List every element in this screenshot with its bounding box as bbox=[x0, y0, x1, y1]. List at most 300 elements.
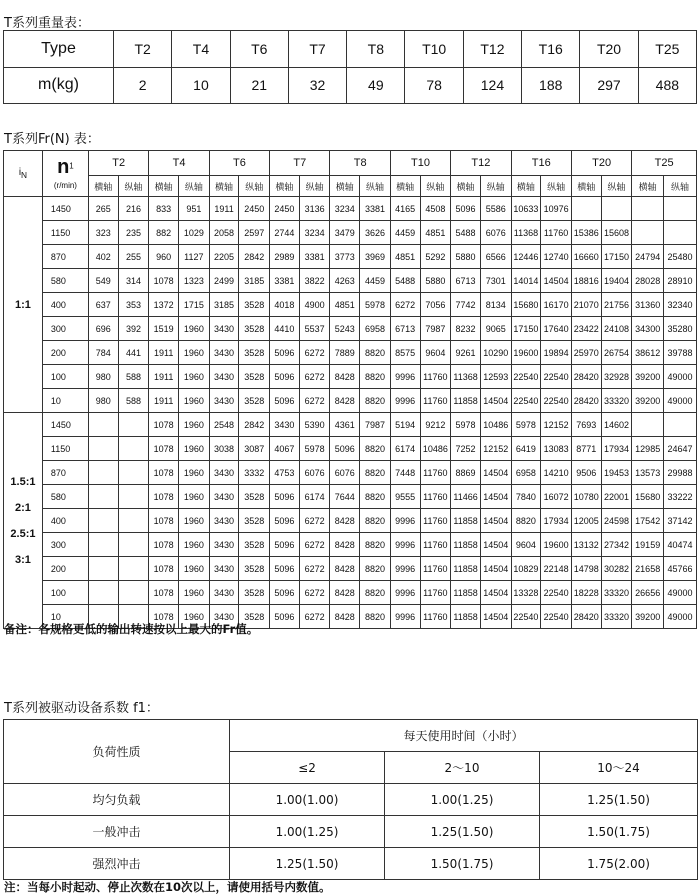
fr-value: 6713 bbox=[451, 269, 481, 293]
fr-value: 25480 bbox=[664, 245, 697, 269]
fr-value bbox=[88, 485, 118, 509]
fr-value: 14014 bbox=[511, 269, 541, 293]
fr-value: 24794 bbox=[632, 245, 664, 269]
fr-value: 24647 bbox=[664, 437, 697, 461]
weight-type-row bbox=[4, 31, 697, 68]
fr-value: 11858 bbox=[451, 557, 481, 581]
fr-value: 10290 bbox=[480, 341, 511, 365]
fr-row bbox=[4, 197, 697, 221]
fr-value: 10780 bbox=[571, 485, 601, 509]
mass-cell: 2 bbox=[114, 67, 172, 104]
fr-value bbox=[118, 461, 149, 485]
n1-value: 400 bbox=[42, 293, 88, 317]
fr-value: 10976 bbox=[541, 197, 572, 221]
ratio-label: 3:1 bbox=[14, 553, 31, 566]
fr-value: 9996 bbox=[390, 557, 420, 581]
fr-value: 14504 bbox=[480, 485, 511, 509]
vertical-axis-header: 纵轴 bbox=[179, 176, 210, 197]
fr-value: 8134 bbox=[480, 293, 511, 317]
fr-value: 2744 bbox=[270, 221, 300, 245]
fr-value: 235 bbox=[118, 221, 149, 245]
fr-value: 3234 bbox=[299, 221, 330, 245]
f1-table-title: T系列被驱动设备系数 f1： bbox=[4, 701, 159, 716]
fr-value: 13573 bbox=[632, 461, 664, 485]
vertical-axis-header: 纵轴 bbox=[299, 176, 330, 197]
fr-value: 1372 bbox=[149, 293, 179, 317]
fr-value: 3479 bbox=[330, 221, 360, 245]
fr-value: 33320 bbox=[601, 581, 632, 605]
fr-value: 4851 bbox=[330, 293, 360, 317]
fr-value bbox=[88, 581, 118, 605]
fr-value: 3626 bbox=[360, 221, 391, 245]
fr-value: 1960 bbox=[179, 365, 210, 389]
n1-value: 1450 bbox=[42, 197, 88, 221]
fr-value: 2989 bbox=[270, 245, 300, 269]
fr-value: 7252 bbox=[451, 437, 481, 461]
fr-value: 2450 bbox=[239, 197, 270, 221]
n1-value: 200 bbox=[42, 557, 88, 581]
i-label: $i_N$ bbox=[4, 151, 43, 197]
fr-value: 19600 bbox=[511, 341, 541, 365]
fr-row bbox=[4, 269, 697, 293]
fr-value: 14210 bbox=[541, 461, 572, 485]
mass-cell: 488 bbox=[638, 67, 696, 104]
fr-value: 13328 bbox=[511, 581, 541, 605]
fr-value: 19600 bbox=[541, 533, 572, 557]
f1-cell: 1.50(1.75) bbox=[385, 848, 540, 880]
fr-value: 22540 bbox=[541, 365, 572, 389]
n1-label: $n^1$ (r/min) bbox=[42, 151, 88, 197]
fr-value: 8428 bbox=[330, 365, 360, 389]
fr-value: 49000 bbox=[664, 581, 697, 605]
fr-value: 6272 bbox=[299, 533, 330, 557]
fr-value: 21658 bbox=[632, 557, 664, 581]
fr-value: 8820 bbox=[360, 485, 391, 509]
vertical-axis-header: 纵轴 bbox=[118, 176, 149, 197]
fr-value: 314 bbox=[118, 269, 149, 293]
fr-value: 4851 bbox=[420, 221, 451, 245]
fr-value: 9996 bbox=[390, 509, 420, 533]
type-cell: T10 bbox=[405, 31, 463, 68]
mass-cell: 124 bbox=[463, 67, 521, 104]
fr-value: 40474 bbox=[664, 533, 697, 557]
fr-value: 6076 bbox=[480, 221, 511, 245]
fr-value bbox=[632, 197, 664, 221]
fr-value: 9604 bbox=[420, 341, 451, 365]
fr-value: 784 bbox=[88, 341, 118, 365]
fr-value: 7987 bbox=[420, 317, 451, 341]
fr-row bbox=[4, 509, 697, 533]
mass-cell: 49 bbox=[347, 67, 405, 104]
fr-value: 1960 bbox=[179, 605, 210, 629]
fr-value: 15680 bbox=[511, 293, 541, 317]
fr-value: 1078 bbox=[149, 509, 179, 533]
fr-note: 备注：各规格更低的输出转速按以上最大的Fr值。 bbox=[4, 622, 259, 636]
fr-value: 10486 bbox=[480, 413, 511, 437]
fr-value: 3038 bbox=[209, 437, 239, 461]
type-cell: T25 bbox=[638, 31, 696, 68]
fr-value: 833 bbox=[149, 197, 179, 221]
fr-value: 5488 bbox=[390, 269, 420, 293]
mass-cell: 10 bbox=[172, 67, 230, 104]
fr-value: 11760 bbox=[420, 509, 451, 533]
fr-value: 2058 bbox=[209, 221, 239, 245]
fr-value: 8820 bbox=[360, 461, 391, 485]
fr-value: 3430 bbox=[209, 317, 239, 341]
fr-value: 11760 bbox=[420, 365, 451, 389]
fr-value: 10633 bbox=[511, 197, 541, 221]
vertical-axis-header: 纵轴 bbox=[480, 176, 511, 197]
vertical-axis-header: 纵轴 bbox=[541, 176, 572, 197]
fr-value: 1078 bbox=[149, 605, 179, 629]
fr-value: 1323 bbox=[179, 269, 210, 293]
type-cell: T8 bbox=[347, 31, 405, 68]
fr-value: 11858 bbox=[451, 533, 481, 557]
ratio-label: 2.5:1 bbox=[10, 527, 36, 540]
fr-value bbox=[88, 437, 118, 461]
fr-value: 9065 bbox=[480, 317, 511, 341]
n1-value: 300 bbox=[42, 317, 88, 341]
fr-value: 39200 bbox=[632, 365, 664, 389]
fr-value: 5880 bbox=[420, 269, 451, 293]
n1-value: 580 bbox=[42, 269, 88, 293]
fr-type-header: T6 bbox=[209, 151, 269, 176]
fr-value: 9212 bbox=[420, 413, 451, 437]
fr-value: 14504 bbox=[480, 533, 511, 557]
horizontal-axis-header: 横轴 bbox=[451, 176, 481, 197]
fr-value: 22540 bbox=[541, 581, 572, 605]
fr-value: 19453 bbox=[601, 461, 632, 485]
fr-value: 5488 bbox=[451, 221, 481, 245]
fr-value: 4263 bbox=[330, 269, 360, 293]
fr-value: 19894 bbox=[541, 341, 572, 365]
f1-row bbox=[4, 848, 698, 880]
fr-value: 11760 bbox=[420, 581, 451, 605]
fr-value: 3773 bbox=[330, 245, 360, 269]
fr-value: 5096 bbox=[451, 197, 481, 221]
fr-value: 3234 bbox=[330, 197, 360, 221]
fr-value: 549 bbox=[88, 269, 118, 293]
fr-value: 9506 bbox=[571, 461, 601, 485]
fr-value: 3528 bbox=[239, 485, 270, 509]
fr-table bbox=[3, 150, 697, 629]
f1-cell: 1.75(2.00) bbox=[540, 848, 698, 880]
fr-value: 6272 bbox=[390, 293, 420, 317]
fr-value: 39200 bbox=[632, 605, 664, 629]
mass-cell: 21 bbox=[230, 67, 288, 104]
fr-row bbox=[4, 485, 697, 509]
fr-value: 30282 bbox=[601, 557, 632, 581]
fr-value: 6174 bbox=[390, 437, 420, 461]
f1-row-label: 强烈冲击 bbox=[4, 848, 230, 880]
fr-value: 1029 bbox=[179, 221, 210, 245]
fr-value: 4067 bbox=[270, 437, 300, 461]
fr-value: 13083 bbox=[541, 437, 572, 461]
type-cell: T4 bbox=[172, 31, 230, 68]
fr-value: 28420 bbox=[571, 389, 601, 413]
fr-value bbox=[664, 413, 697, 437]
fr-value: 16072 bbox=[541, 485, 572, 509]
n1-value: 100 bbox=[42, 365, 88, 389]
horizontal-axis-header: 横轴 bbox=[88, 176, 118, 197]
fr-value: 8232 bbox=[451, 317, 481, 341]
fr-row bbox=[4, 245, 697, 269]
fr-value: 3822 bbox=[299, 269, 330, 293]
fr-value: 17150 bbox=[511, 317, 541, 341]
fr-value: 3430 bbox=[209, 365, 239, 389]
fr-value: 32340 bbox=[664, 293, 697, 317]
mass-cell: 297 bbox=[580, 67, 638, 104]
fr-value: 14504 bbox=[480, 509, 511, 533]
fr-value: 14504 bbox=[480, 461, 511, 485]
f1-cell: 1.50(1.75) bbox=[540, 816, 698, 848]
fr-value: 1960 bbox=[179, 413, 210, 437]
fr-value: 255 bbox=[118, 245, 149, 269]
fr-value: 9996 bbox=[390, 581, 420, 605]
horizontal-axis-header: 横轴 bbox=[390, 176, 420, 197]
fr-value: 1960 bbox=[179, 557, 210, 581]
fr-value: 7840 bbox=[511, 485, 541, 509]
fr-value: 8428 bbox=[330, 533, 360, 557]
fr-value: 17934 bbox=[541, 509, 572, 533]
fr-value: 637 bbox=[88, 293, 118, 317]
fr-value: 8771 bbox=[571, 437, 601, 461]
fr-value: 2499 bbox=[209, 269, 239, 293]
fr-value: 10486 bbox=[420, 437, 451, 461]
fr-value: 588 bbox=[118, 389, 149, 413]
horizontal-axis-header: 横轴 bbox=[571, 176, 601, 197]
fr-value: 3528 bbox=[239, 341, 270, 365]
fr-row bbox=[4, 221, 697, 245]
fr-value: 5096 bbox=[330, 437, 360, 461]
horizontal-axis-header: 横轴 bbox=[330, 176, 360, 197]
fr-value: 1078 bbox=[149, 533, 179, 557]
fr-value: 12152 bbox=[541, 413, 572, 437]
fr-type-header: T12 bbox=[451, 151, 511, 176]
fr-value: 216 bbox=[118, 197, 149, 221]
fr-value: 4459 bbox=[390, 221, 420, 245]
time-label: 每天使用时间（小时） bbox=[230, 720, 698, 752]
fr-value: 24598 bbox=[601, 509, 632, 533]
fr-row bbox=[4, 293, 697, 317]
fr-value: 14504 bbox=[480, 389, 511, 413]
fr-value: 45766 bbox=[664, 557, 697, 581]
fr-value: 4900 bbox=[299, 293, 330, 317]
f1-header-row bbox=[4, 720, 698, 752]
f1-row bbox=[4, 816, 698, 848]
fr-value: 12740 bbox=[541, 245, 572, 269]
fr-value: 49000 bbox=[664, 605, 697, 629]
fr-value: 11368 bbox=[511, 221, 541, 245]
fr-value: 353 bbox=[118, 293, 149, 317]
type-label: Type bbox=[4, 31, 114, 68]
ratio-group-1: 1:1 bbox=[4, 197, 43, 413]
fr-value: 4508 bbox=[420, 197, 451, 221]
fr-value: 11858 bbox=[451, 605, 481, 629]
fr-row bbox=[4, 317, 697, 341]
fr-value: 22540 bbox=[511, 389, 541, 413]
fr-type-header: T25 bbox=[632, 151, 697, 176]
fr-value: 1960 bbox=[179, 581, 210, 605]
fr-value: 265 bbox=[88, 197, 118, 221]
fr-value: 3185 bbox=[239, 269, 270, 293]
f1-cell: 1.25(1.50) bbox=[385, 816, 540, 848]
fr-value: 8820 bbox=[360, 557, 391, 581]
fr-value: 8428 bbox=[330, 581, 360, 605]
fr-value: 8428 bbox=[330, 509, 360, 533]
fr-value: 35280 bbox=[664, 317, 697, 341]
fr-value: 8869 bbox=[451, 461, 481, 485]
fr-value: 28028 bbox=[632, 269, 664, 293]
fr-value: 11368 bbox=[451, 365, 481, 389]
n1-value: 10 bbox=[42, 389, 88, 413]
fr-value: 14504 bbox=[480, 557, 511, 581]
fr-value: 4459 bbox=[360, 269, 391, 293]
fr-value: 17542 bbox=[632, 509, 664, 533]
fr-value: 1960 bbox=[179, 437, 210, 461]
fr-value: 7301 bbox=[480, 269, 511, 293]
fr-value: 6076 bbox=[330, 461, 360, 485]
ratio-label: 1.5:1 bbox=[10, 475, 36, 488]
fr-value bbox=[118, 485, 149, 509]
fr-row bbox=[4, 557, 697, 581]
fr-value: 3528 bbox=[239, 509, 270, 533]
fr-value: 441 bbox=[118, 341, 149, 365]
weight-table bbox=[3, 30, 697, 104]
ratio-label: 2:1 bbox=[14, 501, 31, 514]
fr-value: 18816 bbox=[571, 269, 601, 293]
fr-value: 1911 bbox=[149, 365, 179, 389]
fr-value: 4165 bbox=[390, 197, 420, 221]
fr-value bbox=[664, 221, 697, 245]
fr-value: 696 bbox=[88, 317, 118, 341]
fr-value: 11760 bbox=[420, 605, 451, 629]
fr-row bbox=[4, 365, 697, 389]
fr-value: 28420 bbox=[571, 605, 601, 629]
fr-value: 25970 bbox=[571, 341, 601, 365]
fr-value: 29988 bbox=[664, 461, 697, 485]
fr-value: 11858 bbox=[451, 581, 481, 605]
fr-value: 3185 bbox=[209, 293, 239, 317]
vertical-axis-header: 纵轴 bbox=[360, 176, 391, 197]
fr-value: 26754 bbox=[601, 341, 632, 365]
fr-value: 5243 bbox=[330, 317, 360, 341]
fr-value: 8820 bbox=[360, 605, 391, 629]
fr-value: 11760 bbox=[420, 485, 451, 509]
fr-value: 882 bbox=[149, 221, 179, 245]
type-cell: T12 bbox=[463, 31, 521, 68]
horizontal-axis-header: 横轴 bbox=[270, 176, 300, 197]
time-col: 2～10 bbox=[385, 752, 540, 784]
f1-cell: 1.25(1.50) bbox=[540, 784, 698, 816]
fr-value: 3381 bbox=[299, 245, 330, 269]
fr-value: 7889 bbox=[330, 341, 360, 365]
fr-value: 3430 bbox=[209, 581, 239, 605]
fr-value: 8820 bbox=[360, 581, 391, 605]
fr-row bbox=[4, 437, 697, 461]
fr-value: 22540 bbox=[541, 605, 572, 629]
fr-table-title: T系列Fr(N) 表： bbox=[4, 132, 100, 147]
fr-value: 1078 bbox=[149, 581, 179, 605]
fr-value: 6566 bbox=[480, 245, 511, 269]
n1-value: 1450 bbox=[42, 413, 88, 437]
fr-value bbox=[88, 413, 118, 437]
type-cell: T2 bbox=[114, 31, 172, 68]
fr-value bbox=[118, 581, 149, 605]
fr-value: 31360 bbox=[632, 293, 664, 317]
fr-value: 2597 bbox=[239, 221, 270, 245]
fr-value: 22540 bbox=[511, 365, 541, 389]
fr-value: 3528 bbox=[239, 365, 270, 389]
fr-value: 5096 bbox=[270, 605, 300, 629]
fr-value: 7448 bbox=[390, 461, 420, 485]
fr-value: 11760 bbox=[420, 461, 451, 485]
fr-value: 5537 bbox=[299, 317, 330, 341]
fr-value: 2205 bbox=[209, 245, 239, 269]
fr-value: 5194 bbox=[390, 413, 420, 437]
fr-value: 33222 bbox=[664, 485, 697, 509]
fr-axis-header-row bbox=[4, 176, 697, 197]
horizontal-axis-header: 横轴 bbox=[149, 176, 179, 197]
fr-value: 9604 bbox=[511, 533, 541, 557]
fr-value: 2842 bbox=[239, 413, 270, 437]
weight-table-title: T系列重量表： bbox=[4, 16, 90, 31]
fr-value: 5292 bbox=[420, 245, 451, 269]
fr-value: 5880 bbox=[451, 245, 481, 269]
fr-value bbox=[118, 413, 149, 437]
fr-value: 5096 bbox=[270, 389, 300, 413]
mass-cell: 188 bbox=[522, 67, 580, 104]
mass-label: m(kg) bbox=[4, 67, 114, 104]
fr-value: 8820 bbox=[360, 509, 391, 533]
fr-type-header: T8 bbox=[330, 151, 390, 176]
ratio-group-2 bbox=[4, 413, 43, 629]
n1-value: 200 bbox=[42, 341, 88, 365]
fr-value: 3528 bbox=[239, 605, 270, 629]
fr-value: 8820 bbox=[360, 365, 391, 389]
fr-value: 9996 bbox=[390, 365, 420, 389]
fr-value: 38612 bbox=[632, 341, 664, 365]
fr-value: 14602 bbox=[601, 413, 632, 437]
time-col: 10～24 bbox=[540, 752, 698, 784]
fr-type-header: T4 bbox=[149, 151, 209, 176]
mass-cell: 32 bbox=[288, 67, 346, 104]
fr-value: 1078 bbox=[149, 269, 179, 293]
f1-row bbox=[4, 784, 698, 816]
fr-row bbox=[4, 341, 697, 365]
n1-value: 300 bbox=[42, 533, 88, 557]
fr-value: 8428 bbox=[330, 389, 360, 413]
fr-value: 28420 bbox=[571, 365, 601, 389]
fr-value: 33320 bbox=[601, 389, 632, 413]
fr-value: 37142 bbox=[664, 509, 697, 533]
fr-value: 15386 bbox=[571, 221, 601, 245]
fr-value: 17640 bbox=[541, 317, 572, 341]
fr-value: 9996 bbox=[390, 389, 420, 413]
fr-value: 3528 bbox=[239, 557, 270, 581]
fr-value: 6419 bbox=[511, 437, 541, 461]
fr-value: 14798 bbox=[571, 557, 601, 581]
fr-value: 11760 bbox=[420, 533, 451, 557]
f1-table bbox=[3, 719, 698, 880]
fr-value: 6272 bbox=[299, 605, 330, 629]
fr-row bbox=[4, 389, 697, 413]
fr-value bbox=[88, 461, 118, 485]
fr-value: 14504 bbox=[480, 605, 511, 629]
f1-row-label: 均匀负载 bbox=[4, 784, 230, 816]
fr-value: 12985 bbox=[632, 437, 664, 461]
horizontal-axis-header: 横轴 bbox=[632, 176, 664, 197]
